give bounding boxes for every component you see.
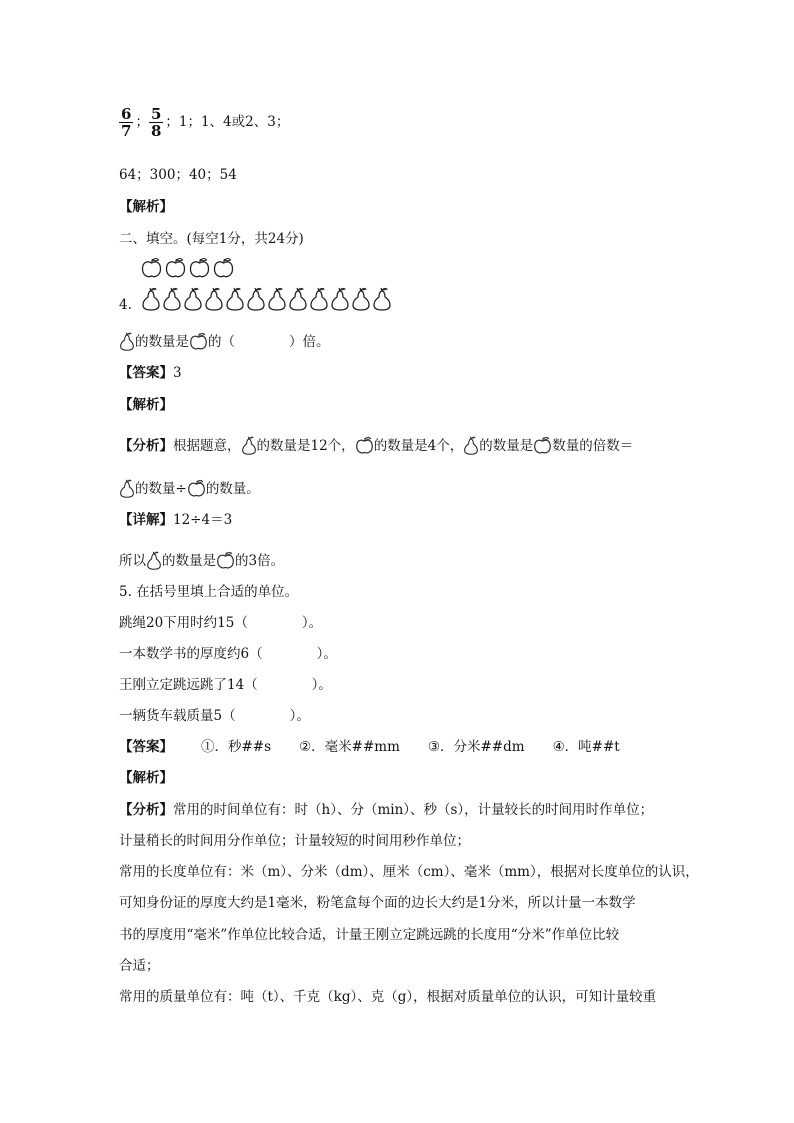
q5-analysis-label: 【解析】	[119, 770, 173, 786]
section-title: 二、填空。(每空1分，共24分)	[119, 231, 304, 247]
apple-icon	[216, 551, 235, 570]
q5-fenxi-line-4: 可知身份证的厚度大约是1毫米，粉笔盒每个面的边长大约是1分米，所以计量一本数学	[119, 895, 636, 911]
q4-analysis-label: 【解析】	[119, 397, 173, 413]
answer-label: 【答案】	[119, 365, 173, 381]
q5-fenxi-line-3: 常用的长度单位有：米（m）、分米（dm）、厘米（cm）、毫米（mm），根据对长度单位的认识，	[119, 864, 699, 880]
apple-icon	[189, 332, 208, 351]
pear-icon	[267, 287, 287, 311]
q4-fenxi-line-2: 的数量÷ 的数量。	[119, 479, 260, 498]
pear-row	[141, 287, 393, 311]
question-5-title: 5. 在括号里填上合适的单位。	[119, 584, 299, 600]
q5-fenxi-line-1: 【分析】常用的时间单位有：时（h）、分（min）、秒（s），计量较长的时间用时作单位；	[119, 802, 654, 818]
pear-icon	[119, 479, 135, 498]
q5-fenxi-line-7: 常用的质量单位有：吨（t）、千克（kg）、克（g），根据对质量单位的认识，可知计量较重	[119, 989, 657, 1005]
q5-item-3: 王刚立定跳远跳了14（ ）。	[119, 677, 332, 693]
apple-icon	[212, 257, 235, 279]
pear-icon	[246, 287, 266, 311]
apple-icon	[140, 257, 163, 279]
question-4-number: 4.	[119, 297, 132, 313]
pear-icon	[241, 436, 257, 455]
q4-answer	[119, 364, 182, 382]
pear-icon	[204, 287, 224, 311]
answer-label: 【答案】	[119, 739, 173, 755]
apple-icon	[188, 257, 211, 279]
pear-icon	[351, 287, 371, 311]
pear-icon	[146, 551, 162, 570]
apple-icon	[355, 436, 374, 455]
fraction-tail-text: ；1；1、4或2、3；	[165, 114, 290, 130]
numbers-line: 64；300；40；54	[119, 167, 237, 183]
fraction-6-7: $\frac{6}{7}$	[121, 105, 132, 140]
q5-item-1: 跳绳20下用时约15（ ）。	[119, 615, 323, 631]
pear-icon	[162, 287, 182, 311]
pear-icon	[288, 287, 308, 311]
pear-icon	[119, 332, 135, 351]
q4-conclusion: 所以 的数量是 的3倍。	[119, 553, 285, 569]
jiexi-label: 【解析】	[119, 199, 173, 215]
question-4-text: 的数量是 的（ ）倍。	[119, 332, 330, 351]
pear-icon	[372, 287, 392, 311]
apple-icon	[533, 436, 552, 455]
pear-icon	[141, 287, 161, 311]
q5-item-2: 一本数学书的厚度约6（ ）。	[119, 646, 337, 662]
pear-icon	[309, 287, 329, 311]
q5-answers: 【答案】 ①．秒##s ②．毫米##mm ③．分米##dm ④．吨##t	[119, 739, 620, 755]
fraction-5-8: $\frac{5}{8}$	[150, 105, 162, 140]
q5-fenxi-line-2: 计量稍长的时间用分作单位；计量较短的时间用秒作单位；	[119, 833, 470, 849]
q4-xiangjie: 【详解】12÷4＝3	[119, 512, 233, 528]
answer-value: 3	[173, 365, 182, 381]
pear-icon	[183, 287, 203, 311]
fraction-answers-line: $\frac{6}{7}$ ； $\frac{5}{8}$ ；1；1、4或2、3；	[121, 105, 290, 140]
apple-icon	[187, 479, 206, 498]
apple-row	[140, 257, 236, 279]
apple-icon	[164, 257, 187, 279]
q5-item-4: 一辆货车载质量5（ ）。	[119, 708, 310, 724]
q5-fenxi-line-5: 书的厚度用“毫米”作单位比较合适，计量王刚立定跳远跳的长度用“分米”作单位比较	[119, 927, 620, 943]
pear-icon	[225, 287, 245, 311]
q5-fenxi-line-6: 合适；	[119, 958, 160, 974]
pear-icon	[463, 436, 479, 455]
pear-icon	[330, 287, 350, 311]
q4-fenxi-line-1: 【分析】根据题意， 的数量是12个， 的数量是4个， 的数量是 数量的倍数＝	[119, 438, 634, 454]
